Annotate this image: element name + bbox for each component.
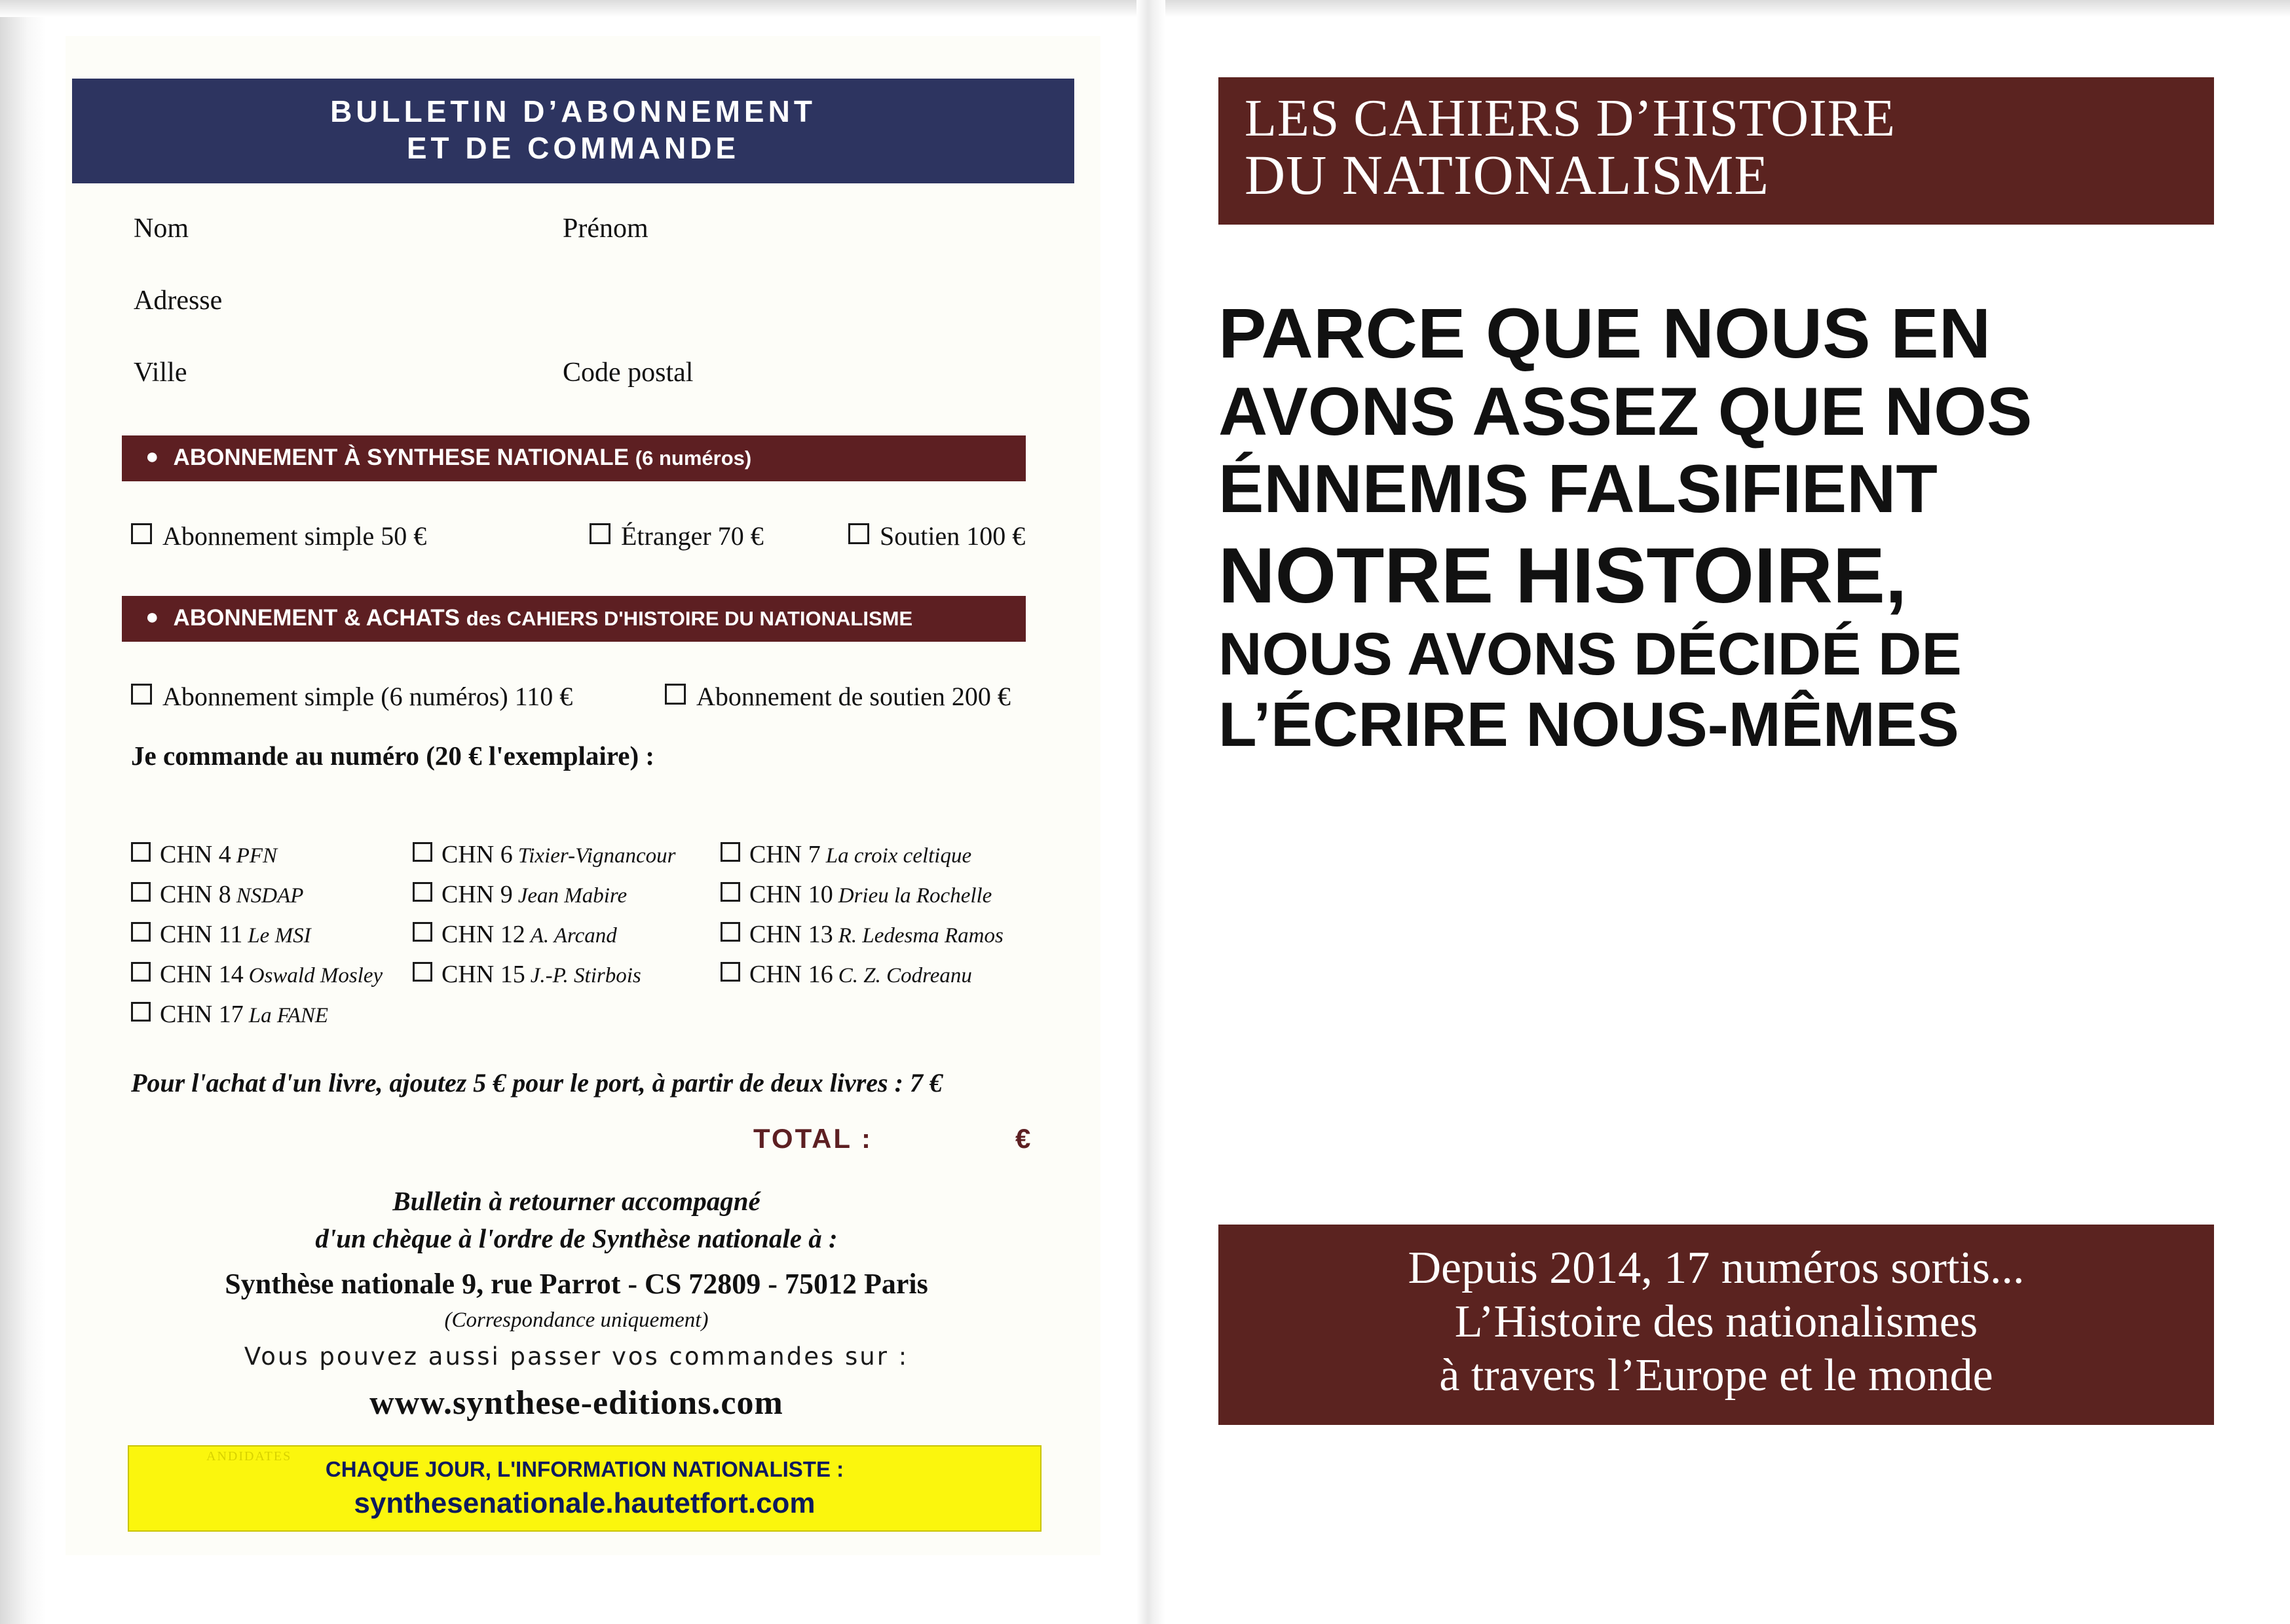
issue-row [131,960,1068,989]
scan-gutter-shadow [1136,0,1165,1624]
issue-number: CHN 4 [160,841,231,868]
checkbox-soutien-100[interactable] [848,521,1025,551]
checkbox-icon[interactable] [413,922,432,942]
issue-row [131,840,1068,869]
checkbox-chn-12[interactable] [413,920,721,949]
footer-line-1: Depuis 2014, 17 numéros sortis... [1408,1243,2025,1293]
slogan-line-6: L’ÉCRIRE NOUS-MÊMES [1218,690,1959,760]
issue-title: Jean Mabire [517,884,628,908]
website-link[interactable]: www.synthese-editions.com [369,1384,783,1422]
issue-number: CHN 15 [441,961,525,988]
order-by-issue-label: Je commande au numéro (20 € l'exemplaire) : [131,741,654,771]
checkbox-icon[interactable] [131,962,151,982]
checkbox-icon[interactable] [131,523,152,544]
checkbox-chn-10[interactable] [721,880,1061,909]
poster-title-line1: LES CAHIERS D’HISTOIRE [1245,90,1896,147]
issue-number: CHN 7 [749,841,821,868]
issue-number: CHN 11 [160,921,243,948]
checkbox-chn-13[interactable] [721,920,1061,949]
checkbox-etranger-70[interactable] [590,521,764,551]
checkbox-chn-4[interactable] [131,840,413,869]
return-instruction-line1: Bulletin à retourner accompagné [392,1186,760,1216]
checkbox-chn-6[interactable] [413,840,721,869]
option-label: Abonnement simple 50 € [162,521,427,551]
checkbox-icon[interactable] [721,842,740,862]
poster-footer-band [1218,1225,2214,1425]
checkbox-icon[interactable] [131,922,151,942]
total-currency-symbol: € [1015,1123,1031,1154]
issue-number: CHN 17 [160,1001,244,1028]
checkbox-chn-11[interactable] [131,920,413,949]
checkbox-icon[interactable] [848,523,869,544]
option-label: Soutien 100 € [880,521,1026,551]
correspondence-note: (Correspondance uniquement) [444,1308,709,1332]
checkbox-icon[interactable] [721,962,740,982]
checkbox-chn-15[interactable] [413,960,721,989]
bullet-icon: ● [145,604,159,629]
issue-title: La croix celtique [825,844,972,868]
checkbox-icon[interactable] [131,1002,151,1022]
slogan-line-4: NOTRE HISTOIRE, [1218,532,1907,619]
checkbox-icon[interactable] [131,882,151,902]
checkbox-icon[interactable] [131,684,152,705]
issue-title: A. Arcand [530,924,617,948]
checkbox-chn-14[interactable] [131,960,413,989]
issue-row [131,920,1068,949]
label-adresse: Adresse [134,286,223,316]
option-label: Abonnement de soutien 200 € [696,682,1011,711]
checkbox-chn-7[interactable] [721,840,1061,869]
return-instruction-line2: d'un chèque à l'ordre de Synthèse nationale à : [315,1223,838,1253]
slogan-line-2: AVONS ASSEZ QUE NOS [1218,374,2033,450]
issue-row [131,1000,1068,1029]
form-title-banner [72,79,1074,183]
label-code-postal: Code postal [563,358,694,388]
scan-edge-shadow-left [0,0,46,1624]
section2-suffix: des CAHIERS D'HISTOIRE DU NATIONALISME [466,607,913,630]
shipping-note: Pour l'achat d'un livre, ajoutez 5 € pour le port, à partir de deux livres : 7 € [131,1068,943,1098]
return-address: Synthèse nationale 9, rue Parrot - CS 72809 - 75012 Paris [225,1268,928,1300]
orders-online-note: Vous pouvez aussi passer vos commandes sur : [244,1342,909,1371]
banner-line1: CHAQUE JOUR, L'INFORMATION NATIONALISTE : [325,1457,844,1481]
checkbox-icon[interactable] [413,962,432,982]
issue-row [131,880,1068,909]
issue-checkbox-grid [131,840,1068,1040]
section-bar-abonnement-cahiers [122,596,1026,642]
checkbox-icon[interactable] [131,842,151,862]
checkbox-icon[interactable] [665,684,686,705]
checkbox-icon[interactable] [721,882,740,902]
slogan-line-3: ÉNNEMIS FALSIFIENT [1218,451,1938,527]
issue-title: NSDAP [236,884,304,908]
issue-number: CHN 8 [160,881,231,908]
checkbox-icon[interactable] [413,882,432,902]
banner-blog-url[interactable]: synthesenationale.hautetfort.com [354,1487,816,1519]
total-label: TOTAL : [753,1123,873,1154]
issue-number: CHN 14 [160,961,244,988]
issue-title: C. Z. Codreanu [838,964,972,987]
issue-number: CHN 9 [441,881,513,908]
poster-title-line2: DU NATIONALISME [1245,143,1769,207]
label-ville: Ville [134,358,187,388]
footer-line-2: L’Histoire des nationalismes [1454,1296,1978,1347]
issue-title: R. Ledesma Ramos [838,924,1004,948]
issue-number: CHN 13 [749,921,833,948]
checkbox-icon[interactable] [721,922,740,942]
poster-slogan [1218,293,2214,766]
checkbox-abonnement-soutien-200[interactable] [665,681,1011,712]
footer-line-3: à travers l’Europe et le monde [1439,1350,1993,1401]
option-label: Abonnement simple (6 numéros) 110 € [162,682,573,711]
option-label: Étranger 70 € [621,521,764,551]
issue-number: CHN 6 [441,841,513,868]
issue-title: Drieu la Rochelle [838,884,992,908]
issue-title: J.-P. Stirbois [530,964,641,987]
label-nom: Nom [134,213,189,244]
form-title-line1: BULLETIN D’ABONNEMENT [330,94,816,128]
checkbox-icon[interactable] [590,523,610,544]
label-prenom: Prénom [563,213,648,244]
section-bar-abonnement-synthese [122,435,1026,481]
issue-title: PFN [236,844,278,868]
issue-title: Tixier-Vignancour [517,844,676,868]
checkbox-icon[interactable] [413,842,432,862]
checkbox-chn-17[interactable] [131,1000,413,1029]
issue-number: CHN 10 [749,881,833,908]
poster-panel [1205,65,2227,1565]
form-title-line2: ET DE COMMANDE [406,131,740,166]
issue-title: Le MSI [248,924,311,948]
issue-title: Oswald Mosley [248,964,383,987]
poster-header-band [1218,77,2214,225]
issue-title: La FANE [248,1004,329,1027]
checkbox-chn-16[interactable] [721,960,1061,989]
section2-title: ABONNEMENT & ACHATS [173,605,460,631]
issue-number: CHN 12 [441,921,525,948]
checkbox-chn-9[interactable] [413,880,721,909]
checkbox-abonnement-simple-110[interactable] [131,681,572,712]
slogan-line-5: NOUS AVONS DÉCIDÉ DE [1218,621,1962,688]
section1-title: ABONNEMENT À SYNTHESE NATIONALE [173,445,629,470]
subscription-form-panel [66,36,1100,1555]
section1-suffix: (6 numéros) [635,447,752,470]
slogan-line-1: PARCE QUE NOUS EN [1218,293,1991,373]
issue-number: CHN 16 [749,961,833,988]
banner-ghost-text: ANDIDATES [206,1449,292,1464]
checkbox-chn-8[interactable] [131,880,413,909]
checkbox-abonnement-simple-50[interactable] [131,521,426,551]
bullet-icon: ● [145,444,159,469]
